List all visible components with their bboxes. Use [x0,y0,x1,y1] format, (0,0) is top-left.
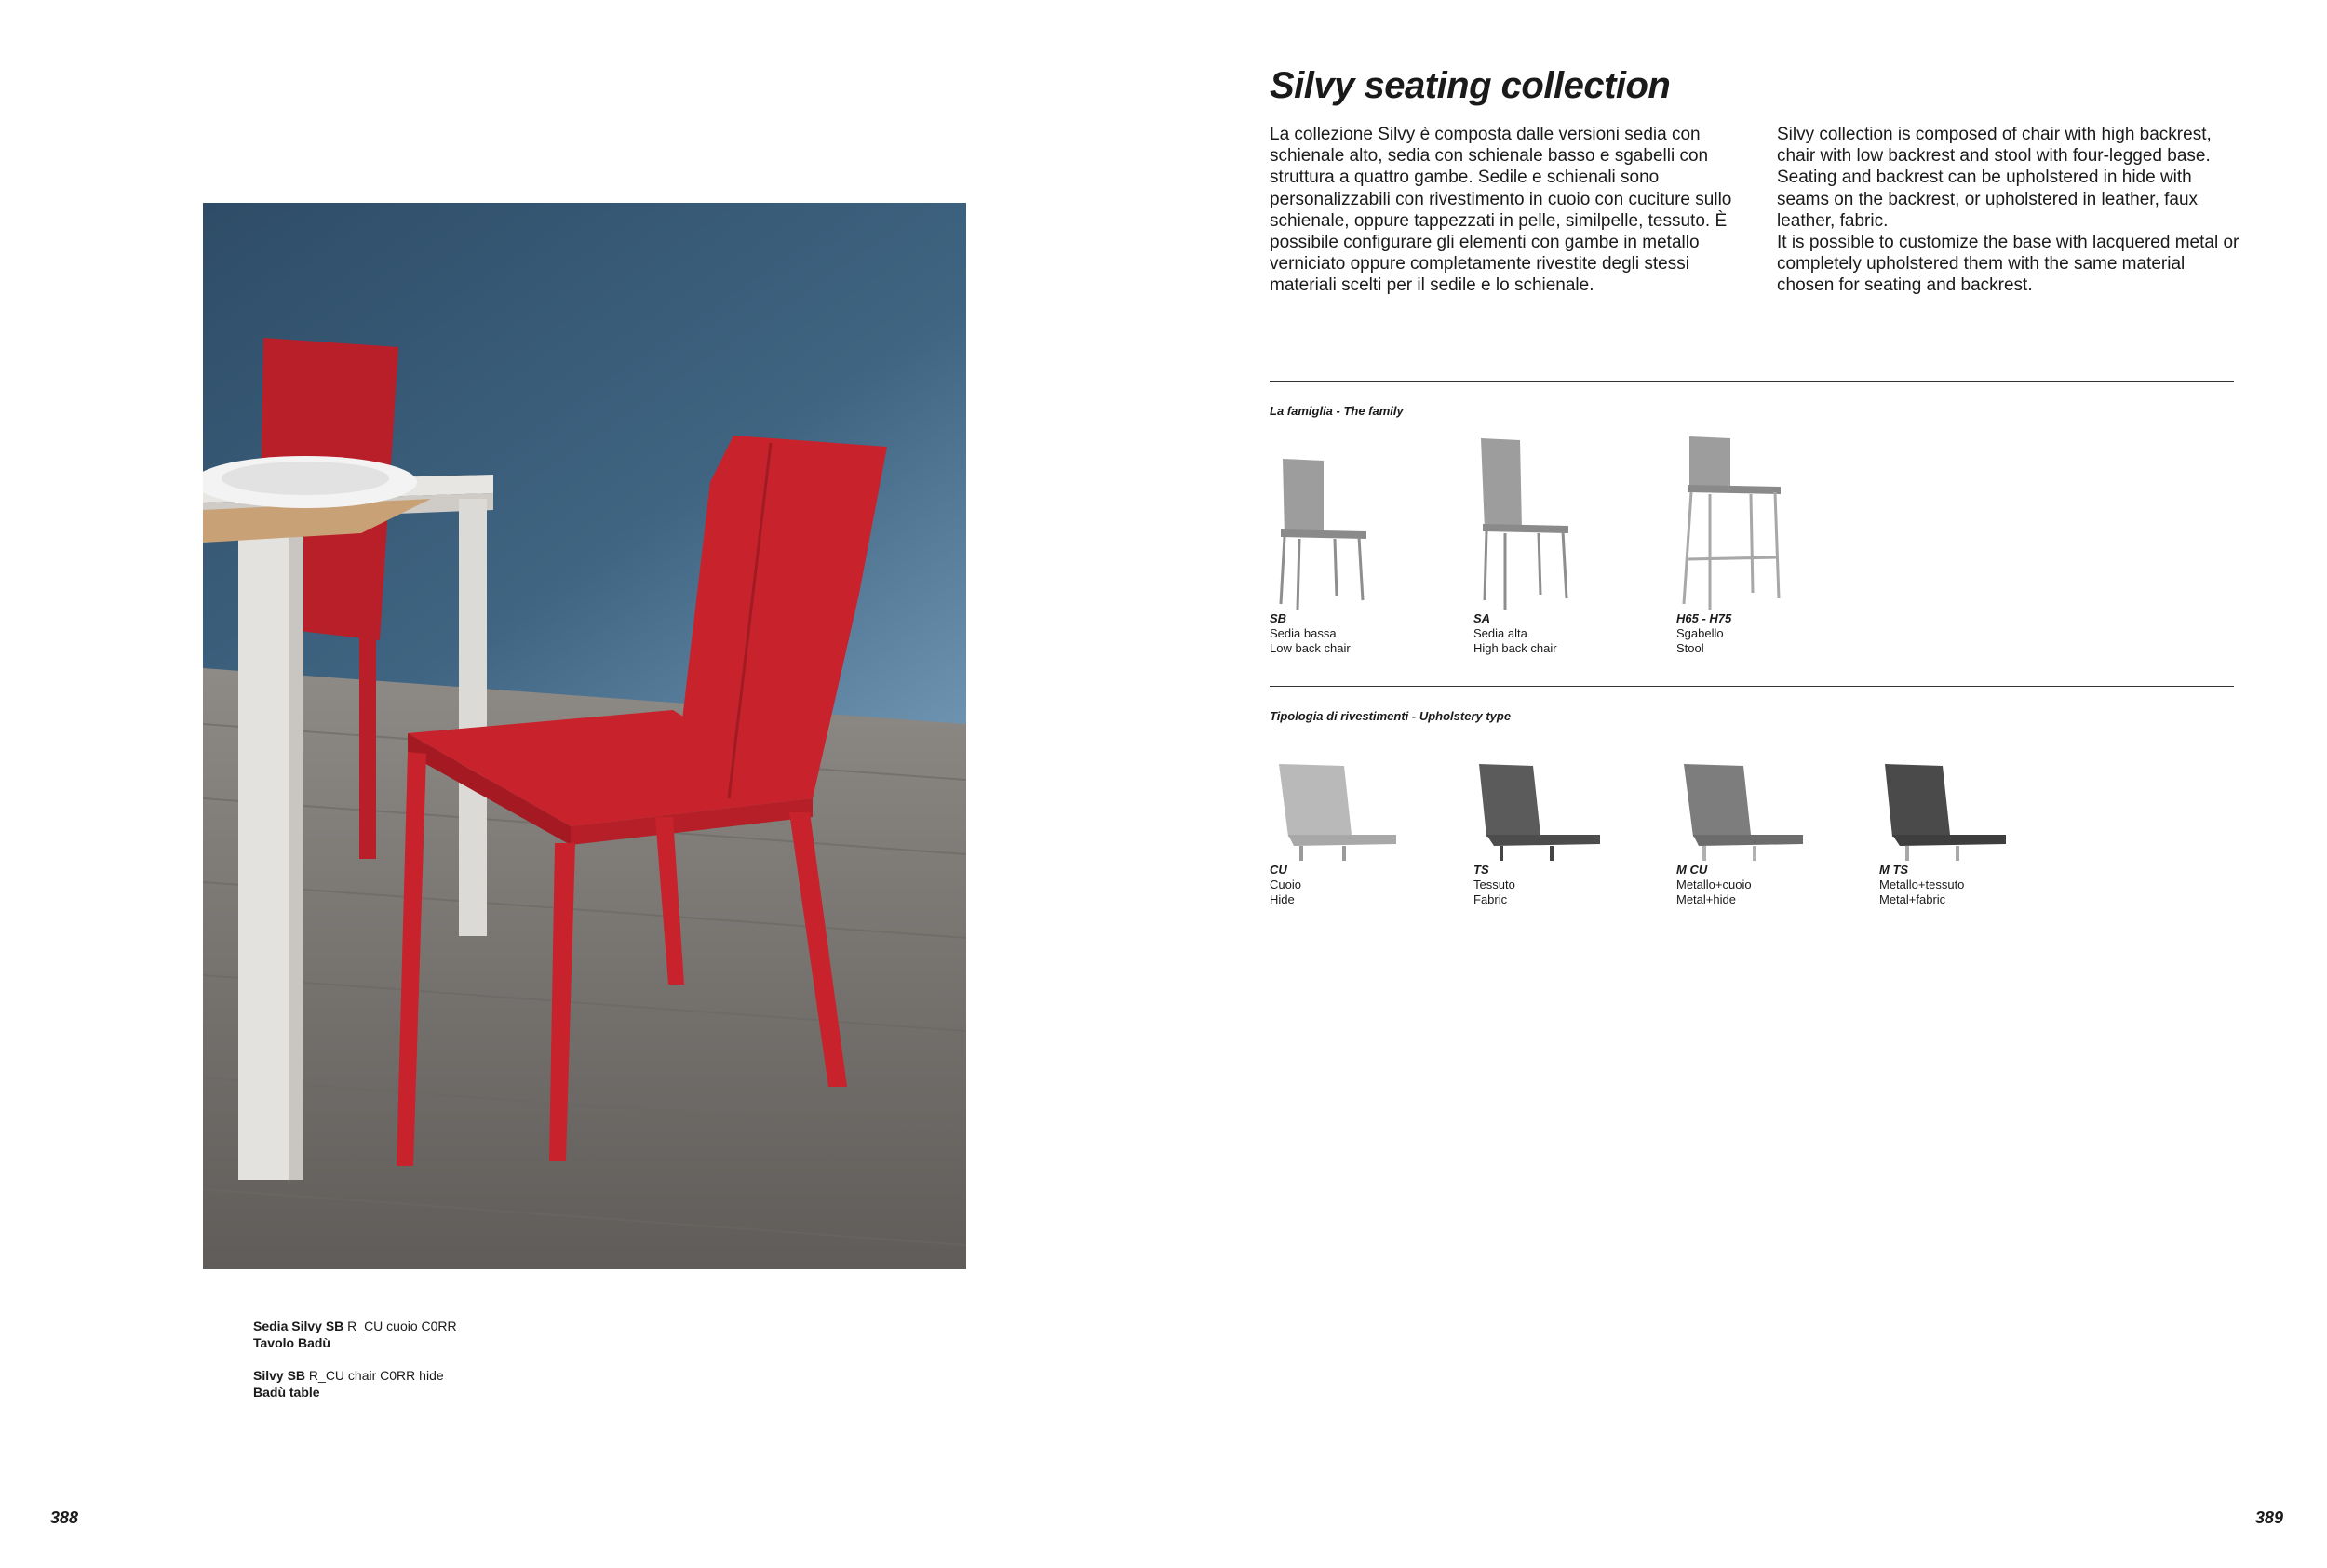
upholstery-code-ts: TS [1473,863,1489,877]
upholstery-name-it-cu: Cuoio [1270,878,1301,891]
high-back-chair-icon [1473,433,1576,611]
page-number-left: 388 [50,1508,79,1527]
caption-table-en: Badù table [253,1385,320,1400]
caption-table-it: Tavolo Badù [253,1335,330,1350]
family-section-label: La famiglia - The family [1270,404,1404,418]
caption-product-en: Silvy SB [253,1368,306,1383]
family-name-it-sa: Sedia alta [1473,626,1527,640]
description-italian [1270,124,1754,297]
photo-caption-english [253,1367,444,1400]
fabric-upholstery-swatch-icon [1473,760,1604,863]
page-number-right: 389 [2255,1508,2284,1527]
page-title: Silvy seating collection [1270,65,1671,106]
upholstery-name-it-mts: Metallo+tessuto [1879,878,1965,891]
caption-product-it-detail: R_CU cuoio C0RR [343,1319,457,1333]
product-photo [203,203,966,1269]
family-name-it-sb: Sedia bassa [1270,626,1337,640]
description-english [1777,124,2242,297]
upholstery-name-en-cu: Hide [1270,892,1295,906]
stool-icon [1676,433,1788,611]
family-code-stool: H65 - H75 [1676,611,1732,625]
family-name-en-sa: High back chair [1473,641,1557,655]
upholstery-item-cu [1270,760,1456,907]
description-italian-text: La collezione Silvy è composta dalle versioni sedia con schienale alto, sedia con schienale basso e sgabelli con struttura a quattro gambe. Sedile e schienali sono personalizzabili con rivestimento in cuoio con cuciture sullo schienale, oppure tappezzati in pelle, similpelle, tessuto. È possibile configurare gli elementi con gambe in metallo verniciato oppure completamente rivestite degli stessi materiali scelti per il sedile e lo schienale. [1270,125,1732,296]
metal-fabric-upholstery-swatch-icon [1879,760,2010,863]
low-back-chair-icon [1270,433,1372,611]
upholstery-name-it-ts: Tessuto [1473,878,1515,891]
family-name-it-stool: Sgabello [1676,626,1724,640]
upholstery-name-it-mcu: Metallo+cuoio [1676,878,1752,891]
upholstery-code-mcu: M CU [1676,863,1708,877]
upholstery-section-label: Tipologia di rivestimenti - Upholstery type [1270,709,1512,723]
family-code-sa: SA [1473,611,1491,625]
family-code-sb: SB [1270,611,1287,625]
upholstery-code-cu: CU [1270,863,1287,877]
family-item-stool [1676,433,1863,656]
upholstery-item-mts [1879,760,2065,907]
family-name-en-stool: Stool [1676,641,1704,655]
red-chair-scene-image [203,203,966,1269]
upholstery-name-en-mts: Metal+fabric [1879,892,1946,906]
description-english-text-2: It is possible to customize the base with lacquered metal or completely upholstered them with the same material chosen for seating and backrest. [1777,233,2240,296]
hide-upholstery-swatch-icon [1270,760,1400,863]
upholstery-name-en-mcu: Metal+hide [1676,892,1736,906]
divider [1270,686,2234,687]
metal-hide-upholstery-swatch-icon [1676,760,1807,863]
upholstery-code-mts: M TS [1879,863,1909,877]
upholstery-item-ts [1473,760,1660,907]
family-item-sa [1473,433,1660,656]
upholstery-name-en-ts: Fabric [1473,892,1508,906]
description-english-text-1: Silvy collection is composed of chair with high backrest, chair with low backrest and stool with four-legged base. Seating and backrest can be upholstered in hide with seams on the backrest, or upholstered in leather, faux leather, fabric. [1777,125,2212,231]
photo-caption-italian [253,1318,457,1351]
caption-product-it: Sedia Silvy SB [253,1319,344,1333]
caption-product-en-detail: R_CU chair C0RR hide [305,1368,444,1383]
divider [1270,381,2234,382]
upholstery-item-mcu [1676,760,1863,907]
family-item-sb [1270,433,1456,656]
family-name-en-sb: Low back chair [1270,641,1351,655]
